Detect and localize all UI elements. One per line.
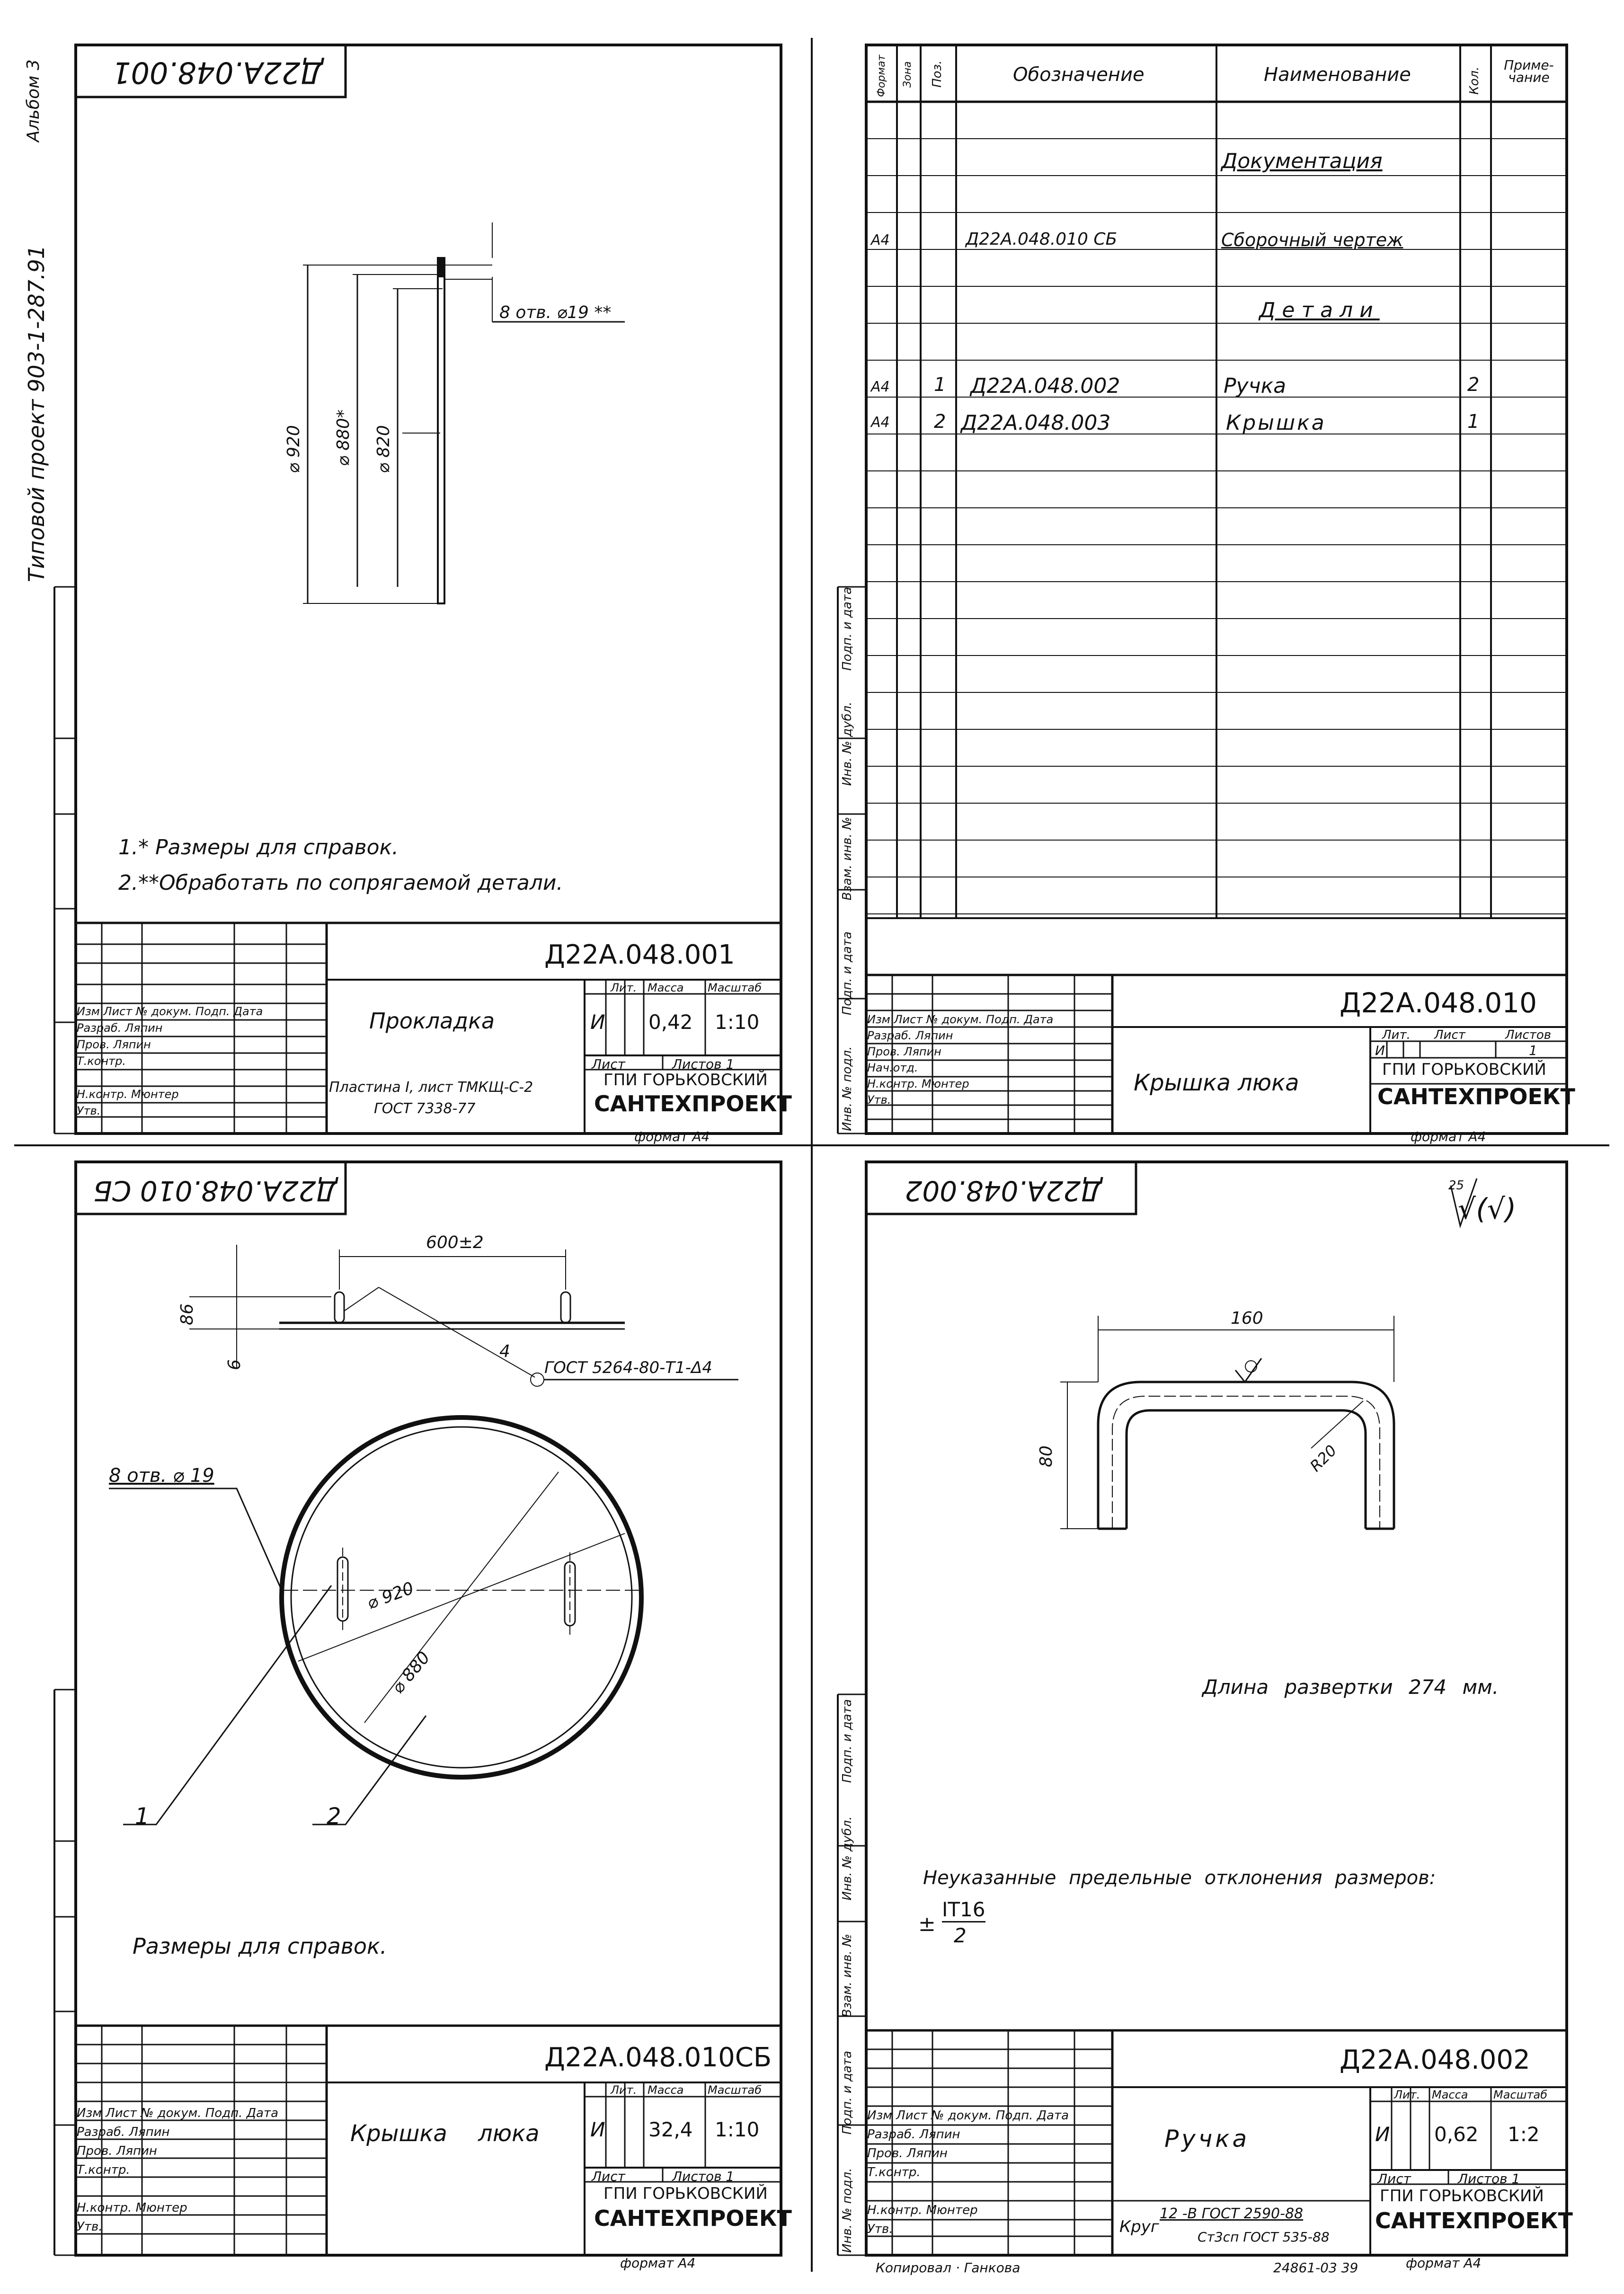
s002-format: формат А4 xyxy=(1406,2255,1482,2271)
s010sb-code: Д22А.048.010СБ xyxy=(544,2042,772,2073)
s010-h-name: Наименование xyxy=(1264,64,1411,86)
s010-row-name: Документация xyxy=(1221,149,1383,173)
s001-code: Д22А.048.001 xyxy=(544,939,735,970)
s001-masshtab-label: Масштаб xyxy=(708,981,762,994)
s010-side-labels: Инв. № подл. Подп. и дата Взам. инв. № Инв. № дубл. Подп. и дата xyxy=(840,587,854,1131)
s010-org-1: ГПИ ГОРЬКОВСКИЙ xyxy=(1382,1060,1546,1079)
s002-code: Д22А.048.002 xyxy=(1340,2045,1530,2075)
s010sb-massa-label: Масса xyxy=(648,2083,684,2097)
s002-side-labels: Инв. № подл. Подп. и дата Взам. инв. № Инв. № дубл. Подп. и дата xyxy=(840,1699,854,2253)
s010-title: Крышка люка xyxy=(1134,1070,1299,1096)
s010-lit: И xyxy=(1375,1043,1385,1058)
s001-material-1: Пластина I, лист ТМКЩ-С-2 xyxy=(329,1079,533,1096)
s010-h-zone: Зона xyxy=(902,61,914,88)
s010sb-pos-1: 1 xyxy=(135,1803,150,1830)
s010sb-org-2: САНТЕХПРОЕКТ xyxy=(594,2205,792,2231)
s002-material-bottom: Ст3сп ГОСТ 535-88 xyxy=(1198,2229,1330,2245)
s010sb-weld-num: 4 xyxy=(499,1342,510,1361)
s010-sheet-label: Лист xyxy=(1434,1028,1465,1042)
s001-org-1: ГПИ ГОРЬКОВСКИЙ xyxy=(603,1071,768,1089)
s010sb-lit-label: Лит. xyxy=(611,2083,637,2097)
s010sb-note: Размеры для справок. xyxy=(133,1933,387,1959)
s002-tol-num: IT16 xyxy=(942,1898,985,1922)
s010-row-qty: 1 xyxy=(1467,411,1480,433)
s001-sheets-label: Листов 1 xyxy=(672,1056,735,1072)
s001-material-2: ГОСТ 7338-77 xyxy=(374,1100,476,1117)
s010sb-format: формат А4 xyxy=(620,2255,696,2271)
s001-org-2: САНТЕХПРОЕКТ xyxy=(594,1091,792,1116)
s010-h-note: Приме-чание xyxy=(1504,57,1554,85)
s001-dim-880: ⌀ 880* xyxy=(334,409,353,466)
s002-dim-r20: R20 xyxy=(1306,1441,1340,1475)
s010sb-stamp-labels: Изм Лист № докум. Подп. Дата Разраб. Ляпин Пров. Ляпин Т.контр. Н.контр. Мюнтер Утв. xyxy=(77,2106,279,2234)
s010-row-pos: 1 xyxy=(934,374,946,396)
s010sb-d880: ⌀ 880 xyxy=(388,1647,434,1698)
s010sb-title: Крышка люка xyxy=(350,2120,540,2147)
s002-rotated-code: Д22А.048.002 xyxy=(905,1175,1102,1207)
s010-row-format: А4 xyxy=(871,232,890,248)
footer-copied: Копировал · Ганкова xyxy=(876,2260,1021,2276)
s010-code: Д22А.048.010 xyxy=(1340,987,1537,1019)
s001-dim-820: ⌀ 820 xyxy=(374,425,393,473)
s010sb-weld: ГОСТ 5264-80-Т1-Δ4 xyxy=(544,1358,712,1377)
s002-scale: 1:2 xyxy=(1508,2123,1540,2146)
s010-stamp-labels: Изм Лист № докум. Подп. Дата Разраб. Ляпин Пров. Ляпин Нач.отд. Н.контр. Мюнтер Утв. xyxy=(867,1013,1054,1107)
s002-material-prefix: Круг xyxy=(1119,2217,1159,2236)
s010sb-holes: 8 отв. ⌀ 19 xyxy=(109,1465,214,1487)
s010-h-pos: Поз. xyxy=(930,60,944,88)
s002-roughness-sym: √(√) xyxy=(1458,1193,1517,1226)
album-label: Альбом 3 xyxy=(24,59,43,142)
s002-tol-note: Неуказанные предельные отклонения размеров: xyxy=(923,1867,1436,1889)
s001-dim-920: ⌀ 920 xyxy=(284,425,303,473)
s010-lit-label: Лит. xyxy=(1382,1028,1411,1042)
s001-scale: 1:10 xyxy=(715,1010,760,1034)
s010-format: формат А4 xyxy=(1411,1129,1486,1144)
s002-sheets-label: Листов 1 xyxy=(1458,2171,1520,2187)
s002-org-1: ГПИ ГОРЬКОВСКИЙ xyxy=(1380,2187,1544,2205)
s010sb-lit: И xyxy=(590,2118,605,2141)
s010sb-sheet-label: Лист xyxy=(592,2169,625,2184)
s010sb-dim-len: 600±2 xyxy=(426,1233,484,1252)
s002-material-top: 12 -В ГОСТ 2590-88 xyxy=(1160,2205,1304,2222)
s001-stamp-labels: Изм Лист № докум. Подп. Дата Разраб. Ляпин Пров. Ляпин Т.контр. Н.контр. Мюнтер Утв. xyxy=(77,1005,263,1117)
s001-lit: И xyxy=(590,1010,605,1034)
s002-dim-80: 80 xyxy=(1037,1445,1056,1467)
s002-title: Ручка xyxy=(1164,2125,1250,2152)
s002-masshtab-label: Масштаб xyxy=(1493,2088,1548,2101)
s002-org-2: САНТЕХПРОЕКТ xyxy=(1375,2208,1573,2233)
s010-sheets-label: Листов xyxy=(1505,1028,1552,1042)
s002-sheet-label: Лист xyxy=(1377,2171,1411,2187)
s010sb-rotated-code: Д22А.048.010 СБ xyxy=(93,1175,337,1207)
s002-length-note: Длина развертки 274 мм. xyxy=(1202,1675,1499,1699)
s010sb-pos-2: 2 xyxy=(327,1803,341,1830)
s010-h-designation: Обозначение xyxy=(1013,64,1145,86)
s010sb-mass: 32,4 xyxy=(648,2118,693,2141)
s010sb-d920: ⌀ 920 xyxy=(364,1578,417,1613)
footer-number: 24861-03 39 xyxy=(1273,2260,1358,2276)
s010-row-pos: 2 xyxy=(934,411,946,433)
s010sb-scale: 1:10 xyxy=(715,2118,760,2141)
s010-row-format: А4 xyxy=(871,414,890,431)
s010-row-name: Крышка xyxy=(1226,411,1326,435)
s001-massa-label: Масса xyxy=(648,981,684,994)
s002-tol-pm: ± xyxy=(918,1912,936,1936)
s010sb-dim-86: 86 xyxy=(177,1303,197,1325)
s010-row-qty: 2 xyxy=(1467,374,1480,396)
s010sb-sheets-label: Листов 1 xyxy=(672,2169,735,2184)
s002-mass: 0,62 xyxy=(1434,2123,1479,2146)
s010sb-dim-6: 6 xyxy=(225,1359,244,1370)
s010-row-designation: Д22А.048.010 СБ xyxy=(966,230,1118,249)
project-label: Типовой проект 903-1-287.91 xyxy=(24,245,49,582)
s002-roughness: 25 xyxy=(1448,1178,1464,1193)
s010sb-masshtab-label: Масштаб xyxy=(708,2083,762,2097)
s001-rotated-code: Д22А.048.001 xyxy=(112,55,323,90)
s001-dim-holes: 8 отв. ⌀19 ** xyxy=(499,303,612,322)
s002-lit: И xyxy=(1375,2123,1390,2146)
s010-sheets-count: 1 xyxy=(1529,1043,1537,1058)
s002-lit-label: Лит. xyxy=(1394,2088,1420,2101)
s001-note-2: 2.**Обработать по сопрягаемой детали. xyxy=(118,871,563,895)
s010-row-name: Ручка xyxy=(1224,374,1287,398)
s001-title: Прокладка xyxy=(369,1008,495,1034)
s010sb-org-1: ГПИ ГОРЬКОВСКИЙ xyxy=(603,2184,768,2203)
s010-org-2: САНТЕХПРОЕКТ xyxy=(1377,1084,1575,1109)
s002-tol-den: 2 xyxy=(954,1924,967,1947)
s002-stamp-labels: Изм Лист № докум. Подп. Дата Разраб. Ляпин Пров. Ляпин Т.контр. Н.контр. Мюнтер Утв. xyxy=(867,2108,1069,2236)
s001-sheet-label: Лист xyxy=(592,1056,625,1072)
s001-format: формат А4 xyxy=(634,1129,710,1144)
s001-note-1: 1.* Размеры для справок. xyxy=(118,835,399,859)
s002-dim-160: 160 xyxy=(1231,1309,1263,1328)
s010-row-format: А4 xyxy=(871,379,890,395)
s010-h-qty: Кол. xyxy=(1467,66,1482,95)
s002-massa-label: Масса xyxy=(1432,2088,1468,2101)
s010-row-designation: Д22А.048.003 xyxy=(961,411,1111,435)
s010-h-format: Формат xyxy=(876,54,887,97)
s010-row-name: Детали xyxy=(1259,298,1380,322)
s010-row-name: Сборочный чертеж xyxy=(1221,230,1403,250)
s001-lit-label: Лит. xyxy=(611,981,637,994)
s001-mass: 0,42 xyxy=(648,1010,693,1034)
s010-row-designation: Д22А.048.002 xyxy=(970,374,1120,398)
